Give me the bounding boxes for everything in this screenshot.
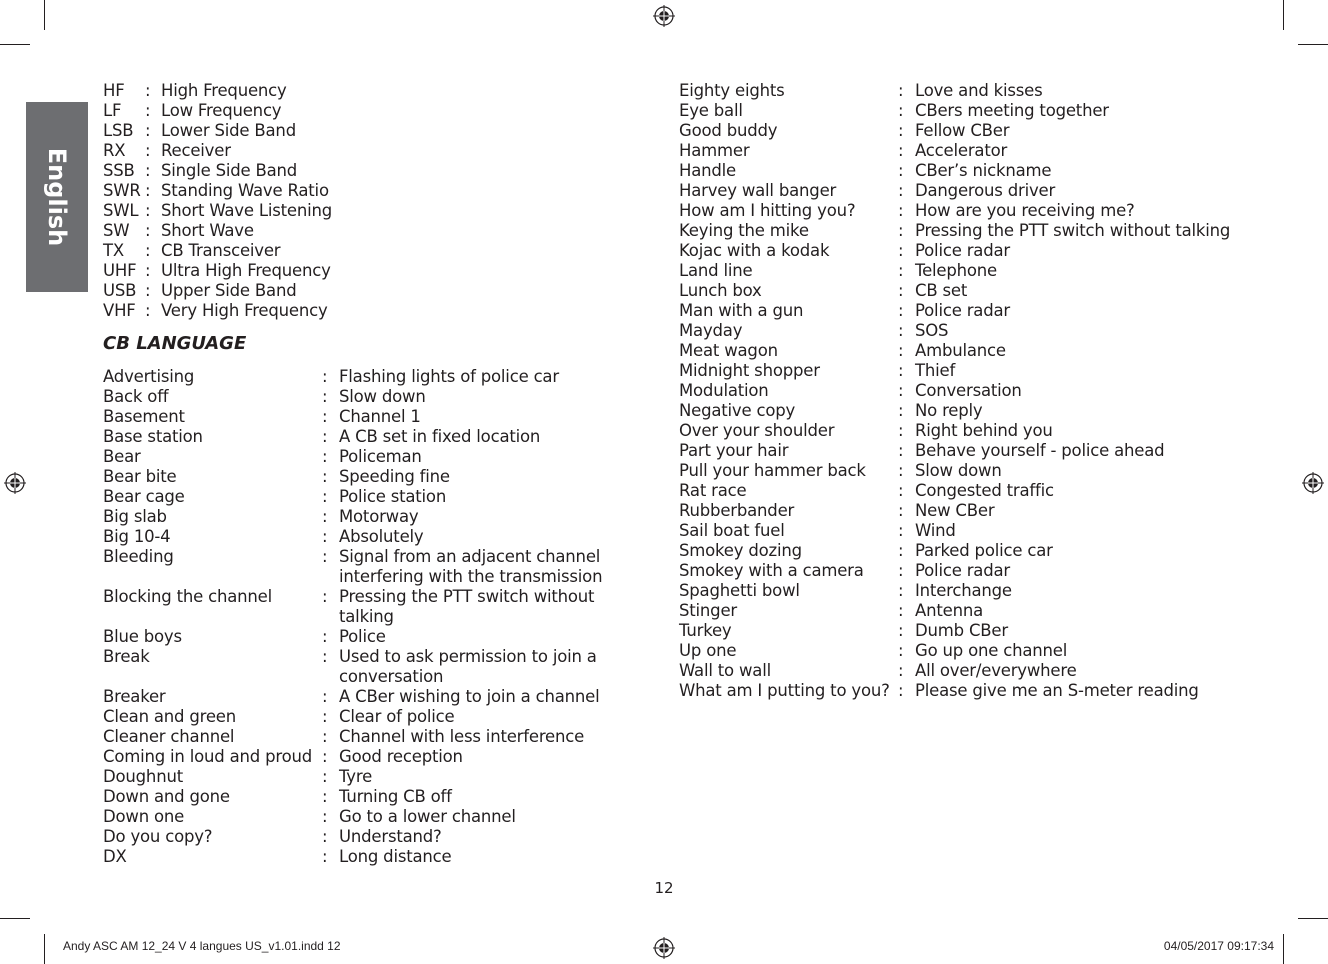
entry-separator: :: [145, 181, 151, 200]
entry-separator: :: [898, 561, 904, 580]
footer-filename: Andy ASC AM 12_24 V 4 langues US_v1.01.indd 12: [63, 939, 341, 953]
entry-definition: Receiver: [161, 141, 231, 160]
entry-term: Over your shoulder: [679, 421, 835, 440]
crop-mark: [0, 918, 30, 919]
entry-term: Big 10-4: [103, 527, 171, 546]
glossary-row: [103, 687, 644, 707]
entry-term: Keying the mike: [679, 221, 809, 240]
entry-separator: :: [898, 121, 904, 140]
entry-definition: Turning CB off: [339, 787, 452, 806]
entry-definition: Long distance: [339, 847, 452, 866]
glossary-row: [679, 381, 1230, 401]
entry-term: Smokey dozing: [679, 541, 802, 560]
entry-definition: Tyre: [339, 767, 373, 786]
abbreviation-row: [103, 161, 332, 181]
entry-separator: :: [898, 401, 904, 420]
glossary-row: [103, 527, 644, 547]
entry-definition: Please give me an S-meter reading: [915, 681, 1199, 700]
entry-definition: Understand?: [339, 827, 442, 846]
glossary-row: [679, 261, 1230, 281]
entry-definition: CBer’s nickname: [915, 161, 1052, 180]
entry-separator: :: [145, 201, 151, 220]
entry-separator: :: [898, 241, 904, 260]
entry-term: Clean and green: [103, 707, 237, 726]
entry-term: Spaghetti bowl: [679, 581, 800, 600]
entry-separator: :: [322, 447, 328, 466]
entry-term: Modulation: [679, 381, 769, 400]
glossary-row: [103, 807, 644, 827]
glossary-row: [103, 407, 644, 427]
entry-term: LSB: [103, 121, 134, 140]
entry-term: UHF: [103, 261, 137, 280]
entry-separator: :: [322, 627, 328, 646]
entry-term: Stinger: [679, 601, 737, 620]
entry-term: Part your hair: [679, 441, 789, 460]
glossary-row: [679, 481, 1230, 501]
entry-term: Basement: [103, 407, 185, 426]
entry-definition: Good reception: [339, 747, 463, 766]
glossary-row: [103, 367, 644, 387]
entry-term: Big slab: [103, 507, 167, 526]
glossary-row: [103, 847, 644, 867]
footer-timestamp: 04/05/2017 09:17:34: [1163, 939, 1274, 953]
glossary-row: [679, 401, 1230, 421]
entry-definition: Accelerator: [915, 141, 1008, 160]
entry-separator: :: [322, 587, 328, 606]
entry-definition: Police: [339, 627, 386, 646]
glossary-row: [679, 121, 1230, 141]
glossary-row: [679, 621, 1230, 641]
entry-separator: :: [898, 341, 904, 360]
glossary-row: [103, 827, 644, 847]
entry-term: RX: [103, 141, 126, 160]
glossary-row: [103, 467, 644, 487]
entry-definition: Go to a lower channel: [339, 807, 516, 826]
entry-definition: Short Wave Listening: [161, 201, 333, 220]
entry-definition: Love and kisses: [915, 81, 1043, 100]
glossary-row: [103, 547, 644, 587]
abbreviation-row: [103, 81, 332, 101]
glossary-row: [679, 521, 1230, 541]
entry-definition: Police station: [339, 487, 447, 506]
entry-separator: :: [322, 707, 328, 726]
entry-definition: Go up one channel: [915, 641, 1068, 660]
entry-definition: Congested traffic: [915, 481, 1054, 500]
entry-separator: :: [898, 621, 904, 640]
abbreviation-list: [103, 81, 332, 321]
entry-term: USB: [103, 281, 137, 300]
glossary-row: [103, 507, 644, 527]
entry-term: Rat race: [679, 481, 747, 500]
registration-mark-icon: [653, 937, 675, 959]
glossary-row: [103, 387, 644, 407]
entry-separator: :: [145, 101, 151, 120]
glossary-row: [679, 301, 1230, 321]
entry-term: Midnight shopper: [679, 361, 820, 380]
entry-term: Rubberbander: [679, 501, 795, 520]
entry-definition: Ambulance: [915, 341, 1006, 360]
entry-term: Hammer: [679, 141, 750, 160]
entry-term: Bleeding: [103, 547, 174, 566]
entry-definition: Police radar: [915, 301, 1010, 320]
entry-term: Down one: [103, 807, 185, 826]
glossary-row: [103, 647, 644, 687]
entry-separator: :: [322, 767, 328, 786]
glossary-row: [679, 561, 1230, 581]
entry-separator: :: [322, 727, 328, 746]
entry-term: Kojac with a kodak: [679, 241, 830, 260]
entry-term: HF: [103, 81, 125, 100]
entry-term: Do you copy?: [103, 827, 213, 846]
glossary-row: [103, 587, 644, 627]
entry-separator: :: [145, 301, 151, 320]
entry-term: SW: [103, 221, 130, 240]
entry-term: TX: [103, 241, 124, 260]
entry-term: Eye ball: [679, 101, 743, 120]
entry-separator: :: [145, 261, 151, 280]
glossary-row: [679, 341, 1230, 361]
entry-separator: :: [898, 421, 904, 440]
entry-term: Land line: [679, 261, 753, 280]
entry-definition: Absolutely: [339, 527, 424, 546]
crop-mark: [1298, 44, 1328, 45]
glossary-row: [103, 787, 644, 807]
glossary-row: [103, 727, 644, 747]
entry-term: Blocking the channel: [103, 587, 273, 606]
abbreviation-row: [103, 221, 332, 241]
glossary-row: [103, 627, 644, 647]
crop-mark: [1298, 918, 1328, 919]
entry-definition: No reply: [915, 401, 983, 420]
entry-separator: :: [322, 387, 328, 406]
entry-definition: Single Side Band: [161, 161, 298, 180]
language-side-tab: [26, 102, 88, 292]
entry-term: SWR: [103, 181, 141, 200]
entry-term: Up one: [679, 641, 737, 660]
entry-definition: A CBer wishing to join a channel: [339, 687, 600, 706]
entry-separator: :: [322, 507, 328, 526]
abbreviation-row: [103, 141, 332, 161]
entry-separator: :: [898, 461, 904, 480]
entry-term: Breaker: [103, 687, 166, 706]
glossary-row: [679, 181, 1230, 201]
entry-term: Coming in loud and proud: [103, 747, 312, 766]
glossary-row: [679, 321, 1230, 341]
entry-definition: Conversation: [915, 381, 1022, 400]
glossary-row: [679, 201, 1230, 221]
glossary-row: [103, 447, 644, 467]
entry-definition: CBers meeting together: [915, 101, 1109, 120]
entry-separator: :: [322, 487, 328, 506]
entry-definition: Signal from an adjacent channel interfering with the transmission: [339, 547, 603, 586]
entry-term: Turkey: [679, 621, 732, 640]
entry-definition: Standing Wave Ratio: [161, 181, 329, 200]
glossary-row: [679, 81, 1230, 101]
entry-separator: :: [898, 181, 904, 200]
glossary-row: [679, 361, 1230, 381]
glossary-row: [679, 681, 1230, 701]
entry-term: VHF: [103, 301, 136, 320]
glossary-row: [679, 461, 1230, 481]
entry-term: Eighty eights: [679, 81, 785, 100]
abbreviation-row: [103, 121, 332, 141]
entry-definition: Dangerous driver: [915, 181, 1056, 200]
entry-definition: Policeman: [339, 447, 422, 466]
language-label: English: [43, 147, 71, 247]
glossary-row: [679, 141, 1230, 161]
entry-definition: A CB set in fixed location: [339, 427, 541, 446]
glossary-row: [679, 421, 1230, 441]
entry-separator: :: [145, 221, 151, 240]
entry-definition: Channel 1: [339, 407, 421, 426]
entry-definition: Behave yourself - police ahead: [915, 441, 1165, 460]
crop-mark: [44, 0, 45, 30]
entry-definition: Police radar: [915, 561, 1010, 580]
entry-term: Meat wagon: [679, 341, 778, 360]
entry-term: Smokey with a camera: [679, 561, 864, 580]
glossary-row: [103, 427, 644, 447]
entry-term: Man with a gun: [679, 301, 804, 320]
glossary-row: [679, 241, 1230, 261]
section-heading: CB LANGUAGE: [103, 333, 247, 354]
glossary-row: [679, 281, 1230, 301]
page-number: 12: [654, 879, 674, 897]
entry-definition: Used to ask permission to join a conversation: [339, 647, 597, 686]
entry-separator: :: [898, 661, 904, 680]
entry-definition: Right behind you: [915, 421, 1053, 440]
crop-mark: [0, 44, 30, 45]
entry-separator: :: [898, 221, 904, 240]
entry-term: LF: [103, 101, 122, 120]
entry-term: Down and gone: [103, 787, 230, 806]
entry-separator: :: [898, 601, 904, 620]
entry-term: DX: [103, 847, 127, 866]
entry-definition: Motorway: [339, 507, 419, 526]
entry-term: Good buddy: [679, 121, 778, 140]
entry-separator: :: [898, 321, 904, 340]
entry-separator: :: [322, 807, 328, 826]
abbreviation-row: [103, 181, 332, 201]
entry-definition: Antenna: [915, 601, 983, 620]
entry-term: Negative copy: [679, 401, 796, 420]
entry-separator: :: [322, 847, 328, 866]
entry-separator: :: [898, 101, 904, 120]
entry-separator: :: [322, 827, 328, 846]
abbreviation-row: [103, 201, 332, 221]
entry-term: SWL: [103, 201, 139, 220]
entry-definition: High Frequency: [161, 81, 287, 100]
entry-term: Pull your hammer back: [679, 461, 866, 480]
abbreviation-row: [103, 301, 332, 321]
entry-definition: Interchange: [915, 581, 1012, 600]
glossary-row: [103, 747, 644, 767]
entry-separator: :: [322, 527, 328, 546]
entry-definition: Low Frequency: [161, 101, 282, 120]
entry-definition: Thief: [915, 361, 956, 380]
entry-separator: :: [898, 501, 904, 520]
glossary-row: [679, 161, 1230, 181]
crop-mark: [44, 934, 45, 964]
entry-separator: :: [322, 467, 328, 486]
glossary-row: [679, 581, 1230, 601]
glossary-left-column: [103, 367, 644, 867]
glossary-right-column: [679, 81, 1230, 701]
entry-separator: :: [322, 547, 328, 566]
entry-definition: CB set: [915, 281, 968, 300]
abbreviation-row: [103, 101, 332, 121]
entry-separator: :: [145, 161, 151, 180]
entry-separator: :: [898, 441, 904, 460]
entry-definition: Parked police car: [915, 541, 1053, 560]
entry-separator: :: [898, 141, 904, 160]
entry-definition: Short Wave: [161, 221, 254, 240]
entry-term: Bear bite: [103, 467, 177, 486]
entry-separator: :: [898, 521, 904, 540]
entry-separator: :: [898, 301, 904, 320]
entry-separator: :: [145, 81, 151, 100]
entry-separator: :: [898, 381, 904, 400]
entry-separator: :: [898, 481, 904, 500]
entry-separator: :: [898, 641, 904, 660]
abbreviation-row: [103, 261, 332, 281]
entry-separator: :: [322, 407, 328, 426]
entry-separator: :: [898, 161, 904, 180]
glossary-row: [679, 501, 1230, 521]
glossary-row: [103, 767, 644, 787]
entry-separator: :: [898, 81, 904, 100]
entry-term: Cleaner channel: [103, 727, 235, 746]
entry-separator: :: [898, 261, 904, 280]
entry-term: Sail boat fuel: [679, 521, 785, 540]
entry-term: SSB: [103, 161, 135, 180]
entry-term: Doughnut: [103, 767, 183, 786]
entry-term: Back off: [103, 387, 169, 406]
entry-separator: :: [322, 647, 328, 666]
entry-separator: :: [898, 681, 904, 700]
entry-definition: Dumb CBer: [915, 621, 1008, 640]
entry-definition: How are you receiving me?: [915, 201, 1135, 220]
entry-separator: :: [145, 121, 151, 140]
entry-separator: :: [322, 427, 328, 446]
entry-definition: Lower Side Band: [161, 121, 296, 140]
entry-term: Bear: [103, 447, 141, 466]
entry-separator: :: [322, 747, 328, 766]
crop-mark: [1283, 934, 1284, 964]
entry-definition: Clear of police: [339, 707, 455, 726]
entry-separator: :: [898, 281, 904, 300]
entry-definition: CB Transceiver: [161, 241, 281, 260]
entry-term: Handle: [679, 161, 736, 180]
entry-term: Mayday: [679, 321, 743, 340]
entry-separator: :: [145, 141, 151, 160]
entry-definition: Fellow CBer: [915, 121, 1010, 140]
entry-term: Wall to wall: [679, 661, 771, 680]
entry-separator: :: [898, 541, 904, 560]
entry-definition: All over/everywhere: [915, 661, 1077, 680]
entry-definition: Police radar: [915, 241, 1010, 260]
registration-mark-icon: [1302, 472, 1324, 494]
entry-definition: Telephone: [915, 261, 997, 280]
glossary-row: [679, 661, 1230, 681]
entry-term: Bear cage: [103, 487, 185, 506]
entry-term: Base station: [103, 427, 203, 446]
entry-definition: Wind: [915, 521, 956, 540]
glossary-row: [679, 541, 1230, 561]
entry-definition: Upper Side Band: [161, 281, 297, 300]
entry-definition: Speeding fine: [339, 467, 450, 486]
entry-term: What am I putting to you?: [679, 681, 890, 700]
abbreviation-row: [103, 281, 332, 301]
entry-definition: SOS: [915, 321, 949, 340]
entry-separator: :: [322, 787, 328, 806]
entry-definition: Flashing lights of police car: [339, 367, 559, 386]
entry-definition: Slow down: [915, 461, 1002, 480]
entry-separator: :: [898, 201, 904, 220]
entry-term: Lunch box: [679, 281, 762, 300]
entry-term: Advertising: [103, 367, 195, 386]
entry-definition: Channel with less interference: [339, 727, 585, 746]
entry-term: Harvey wall banger: [679, 181, 837, 200]
entry-term: Blue boys: [103, 627, 182, 646]
entry-separator: :: [322, 687, 328, 706]
glossary-row: [679, 221, 1230, 241]
entry-definition: Very High Frequency: [161, 301, 328, 320]
glossary-row: [103, 707, 644, 727]
entry-separator: :: [322, 367, 328, 386]
entry-definition: Pressing the PTT switch without talking: [339, 587, 595, 626]
entry-separator: :: [898, 581, 904, 600]
entry-term: Break: [103, 647, 150, 666]
entry-definition: New CBer: [915, 501, 995, 520]
glossary-row: [679, 601, 1230, 621]
entry-term: How am I hitting you?: [679, 201, 856, 220]
registration-mark-icon: [4, 472, 26, 494]
glossary-row: [679, 641, 1230, 661]
entry-definition: Pressing the PTT switch without talking: [915, 221, 1231, 240]
entry-separator: :: [898, 361, 904, 380]
entry-separator: :: [145, 241, 151, 260]
glossary-row: [679, 101, 1230, 121]
glossary-row: [679, 441, 1230, 461]
entry-definition: Slow down: [339, 387, 426, 406]
entry-separator: :: [145, 281, 151, 300]
registration-mark-icon: [653, 5, 675, 27]
abbreviation-row: [103, 241, 332, 261]
entry-definition: Ultra High Frequency: [161, 261, 331, 280]
crop-mark: [1283, 0, 1284, 30]
glossary-row: [103, 487, 644, 507]
